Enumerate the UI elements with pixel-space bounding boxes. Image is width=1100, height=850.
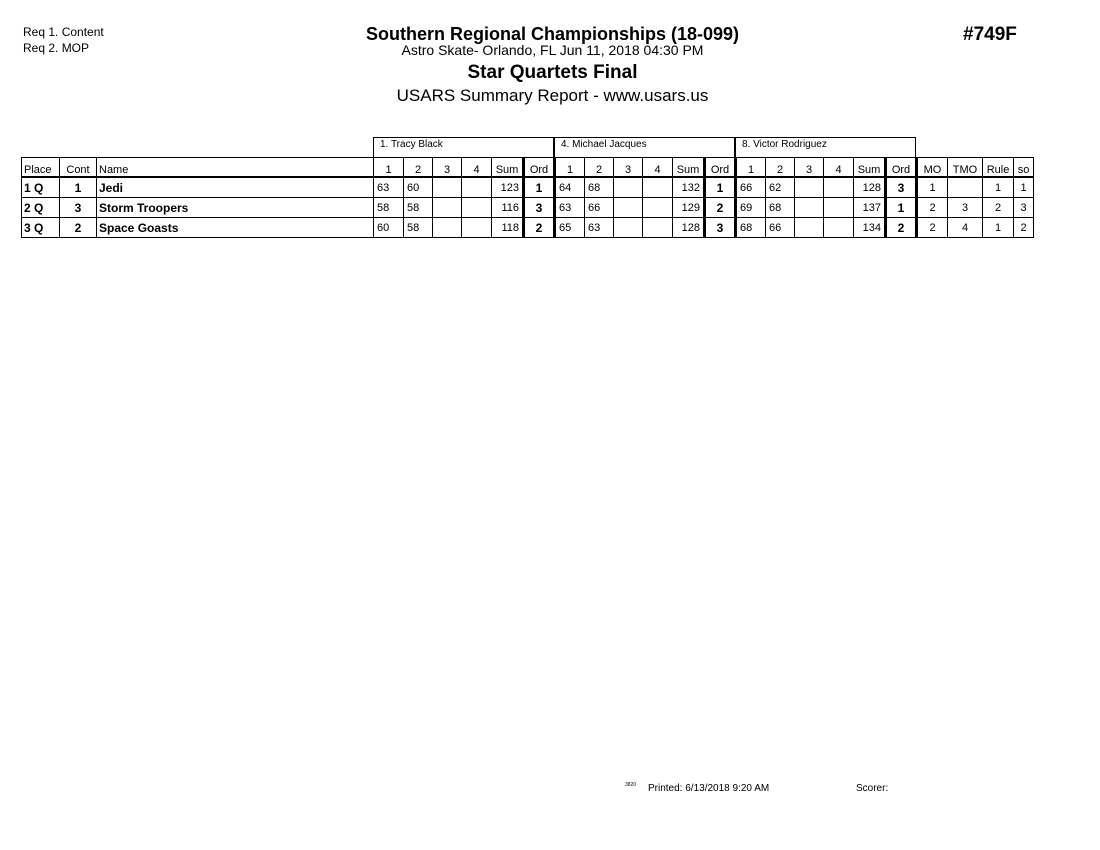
event-title: Star Quartets Final xyxy=(467,62,638,83)
cell-judge1-score3 xyxy=(433,177,462,198)
cell-judge2-score2: 68 xyxy=(585,177,614,198)
cell-judge2-score4 xyxy=(643,177,673,198)
cell-contestant-number: 2 xyxy=(60,218,97,238)
document-id: #749F xyxy=(963,24,1017,45)
cell-judge2-score3 xyxy=(614,198,643,218)
cell-judge3-sum: 137 xyxy=(854,198,886,218)
cell-place: 1 Q xyxy=(22,177,60,198)
cell-judge1-score1: 58 xyxy=(374,198,404,218)
col-j1-1: 1 xyxy=(374,158,404,178)
cell-place: 2 Q xyxy=(22,198,60,218)
col-so: so xyxy=(1014,158,1034,178)
col-tmo: TMO xyxy=(948,158,983,178)
cell-judge2-score4 xyxy=(643,198,673,218)
results-body xyxy=(22,158,1034,238)
col-j1-4: 4 xyxy=(462,158,492,178)
cell-judge1-score2: 58 xyxy=(404,198,433,218)
col-j3-3: 3 xyxy=(795,158,824,178)
col-j2-3: 3 xyxy=(614,158,643,178)
table-row xyxy=(22,198,1034,218)
report-header xyxy=(0,24,1100,108)
cell-rule: 1 xyxy=(983,177,1014,198)
cell-mo: 2 xyxy=(917,218,948,238)
cell-judge2-score4 xyxy=(643,218,673,238)
cell-place: 3 Q xyxy=(22,218,60,238)
cell-judge1-score4 xyxy=(462,198,492,218)
col-j1-2: 2 xyxy=(404,158,433,178)
col-j1-ord: Ord xyxy=(524,158,555,178)
col-j2-1: 1 xyxy=(555,158,585,178)
requirement-2: Req 2. MOP xyxy=(23,41,90,55)
cell-judge3-score4 xyxy=(824,198,854,218)
cell-judge2-ordinal: 3 xyxy=(705,218,736,238)
cell-judge1-sum: 123 xyxy=(492,177,524,198)
cell-judge1-score1: 63 xyxy=(374,177,404,198)
cell-judge3-score1: 69 xyxy=(736,198,766,218)
cell-judge3-sum: 134 xyxy=(854,218,886,238)
cell-judge2-score1: 64 xyxy=(555,177,585,198)
col-rule: Rule xyxy=(983,158,1014,178)
col-j3-2: 2 xyxy=(766,158,795,178)
cell-judge1-score4 xyxy=(462,218,492,238)
cell-so: 1 xyxy=(1014,177,1034,198)
cell-judge3-sum: 128 xyxy=(854,177,886,198)
scorer-label: Scorer: xyxy=(856,783,889,794)
judge-3-label: 8. Victor Rodriguez xyxy=(735,137,916,157)
cell-judge3-ordinal: 1 xyxy=(886,198,917,218)
cell-judge1-ordinal: 3 xyxy=(524,198,555,218)
cell-judge2-ordinal: 2 xyxy=(705,198,736,218)
cell-judge1-score3 xyxy=(433,198,462,218)
results-table xyxy=(21,157,1034,238)
col-j3-sum: Sum xyxy=(854,158,886,178)
cell-judge3-score4 xyxy=(824,177,854,198)
cell-so: 2 xyxy=(1014,218,1034,238)
cell-tmo: 3 xyxy=(948,198,983,218)
cell-judge2-score3 xyxy=(614,218,643,238)
cell-judge3-ordinal: 2 xyxy=(886,218,917,238)
cell-judge2-score1: 65 xyxy=(555,218,585,238)
cell-judge2-sum: 128 xyxy=(673,218,705,238)
col-j3-4: 4 xyxy=(824,158,854,178)
cell-judge1-sum: 116 xyxy=(492,198,524,218)
cell-judge2-score2: 66 xyxy=(585,198,614,218)
cell-judge1-score4 xyxy=(462,177,492,198)
cell-judge1-score2: 60 xyxy=(404,177,433,198)
judge-1-label: 1. Tracy Black xyxy=(373,137,554,157)
cell-judge3-score3 xyxy=(795,198,824,218)
venue-datetime: Astro Skate- Orlando, FL Jun 11, 2018 04:30 PM xyxy=(401,42,704,58)
header-row xyxy=(22,158,1034,178)
cell-mo: 2 xyxy=(917,198,948,218)
cell-tmo xyxy=(948,177,983,198)
table-row xyxy=(22,177,1034,198)
cell-judge2-ordinal: 1 xyxy=(705,177,736,198)
col-mo: MO xyxy=(917,158,948,178)
cell-judge2-score1: 63 xyxy=(555,198,585,218)
col-j3-ord: Ord xyxy=(886,158,917,178)
cell-contestant-number: 3 xyxy=(60,198,97,218)
col-name: Name xyxy=(97,158,374,178)
col-j1-3: 3 xyxy=(433,158,462,178)
cell-contestant-number: 1 xyxy=(60,177,97,198)
cell-judge3-score3 xyxy=(795,218,824,238)
cell-judge1-sum: 118 xyxy=(492,218,524,238)
cell-judge1-ordinal: 1 xyxy=(524,177,555,198)
table-row xyxy=(22,218,1034,238)
cell-rule: 1 xyxy=(983,218,1014,238)
cell-so: 3 xyxy=(1014,198,1034,218)
cell-team-name: Storm Troopers xyxy=(97,198,374,218)
judge-2-label: 4. Michael Jacques xyxy=(554,137,735,157)
report-title: USARS Summary Report - www.usars.us xyxy=(396,86,709,105)
col-j2-2: 2 xyxy=(585,158,614,178)
page-code: 3820 xyxy=(625,782,637,788)
col-j3-1: 1 xyxy=(736,158,766,178)
cell-rule: 2 xyxy=(983,198,1014,218)
col-cont: Cont xyxy=(60,158,97,178)
printed-timestamp: Printed: 6/13/2018 9:20 AM xyxy=(648,783,770,794)
cell-judge2-sum: 129 xyxy=(673,198,705,218)
cell-judge3-score1: 68 xyxy=(736,218,766,238)
col-j2-sum: Sum xyxy=(673,158,705,178)
col-j1-sum: Sum xyxy=(492,158,524,178)
cell-judge1-score3 xyxy=(433,218,462,238)
cell-judge3-score2: 68 xyxy=(766,198,795,218)
col-place: Place xyxy=(22,158,60,178)
cell-mo: 1 xyxy=(917,177,948,198)
cell-judge2-sum: 132 xyxy=(673,177,705,198)
cell-team-name: Jedi xyxy=(97,177,374,198)
cell-judge2-score3 xyxy=(614,177,643,198)
cell-judge3-score4 xyxy=(824,218,854,238)
cell-judge3-score2: 66 xyxy=(766,218,795,238)
cell-judge1-score2: 58 xyxy=(404,218,433,238)
cell-judge1-score1: 60 xyxy=(374,218,404,238)
col-j2-4: 4 xyxy=(643,158,673,178)
competition-title: Southern Regional Championships (18-099) xyxy=(365,24,740,44)
cell-judge3-score1: 66 xyxy=(736,177,766,198)
col-j2-ord: Ord xyxy=(705,158,736,178)
cell-tmo: 4 xyxy=(948,218,983,238)
cell-judge3-score2: 62 xyxy=(766,177,795,198)
cell-judge3-ordinal: 3 xyxy=(886,177,917,198)
requirement-1: Req 1. Content xyxy=(23,25,104,39)
cell-judge3-score3 xyxy=(795,177,824,198)
cell-team-name: Space Goasts xyxy=(97,218,374,238)
cell-judge2-score2: 63 xyxy=(585,218,614,238)
cell-judge1-ordinal: 2 xyxy=(524,218,555,238)
